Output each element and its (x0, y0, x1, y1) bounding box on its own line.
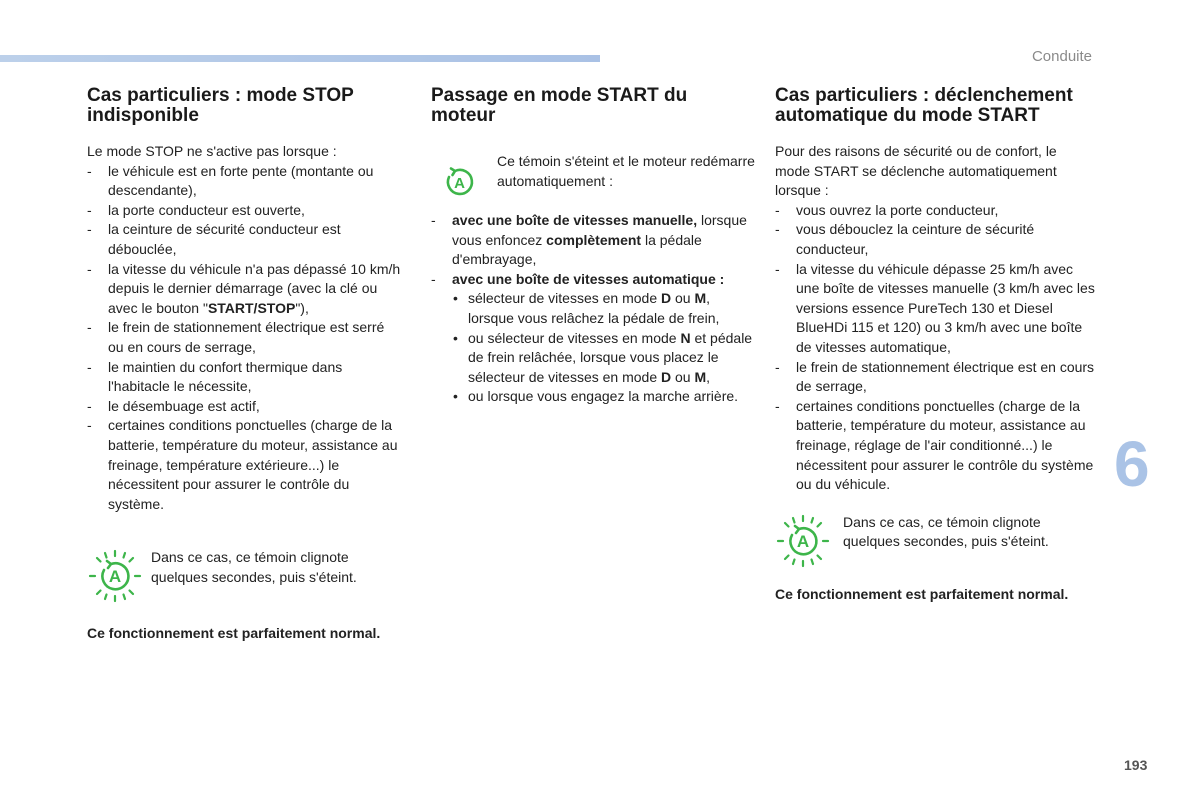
section-label: Conduite (1031, 48, 1092, 65)
list-item: - vous débouclez la ceinture de sécurité conducteur, (775, 220, 1095, 259)
start-conditions-list (431, 211, 756, 407)
column-stop-unavailable (87, 86, 402, 644)
start-stop-label: START/STOP (207, 299, 296, 316)
section-title: Passage en mode START du moteur (431, 85, 688, 126)
list-item: - la porte conducteur est ouverte, (87, 201, 402, 221)
list-item: - la vitesse du véhicule n'a pas dépassé 10 km/h depuis le dernier démarrage (avec la clé ou avec le bouton "START/STOP"), (87, 260, 402, 319)
header-accent-bar (0, 55, 600, 62)
automatic-gearbox-list (452, 289, 756, 407)
note-text: Ce fonctionnement est parfaitement normal. (775, 585, 1069, 602)
start-stop-blinking-icon (87, 548, 143, 604)
list-item: - avec une boîte de vitesses automatique : • sélecteur de vitesses en mode D ou M, lorsque vous relâchez la pédale de frein, • ou sélecteur de vitesses en mode N et pédale de frein relâchée, lorsque vous placez le sélecteur de vitesses en mode D ou M, • ou lorsque vous engagez la marche arrière. (431, 270, 756, 407)
section-title: Cas particuliers : mode STOP indisponible (87, 85, 354, 126)
condition-list (87, 162, 402, 515)
chapter-number: 6 (1114, 428, 1150, 500)
column-auto-start (775, 86, 1095, 604)
list-item: - certaines conditions ponctuelles (charge de la batterie, température du moteur, assistance au freinage, réglage de l'air conditionné...) le nécessitent pour assurer le contrôle du système ou du véhicule. (775, 397, 1095, 495)
section-title: Cas particuliers : déclenchement automatique du mode START (775, 85, 1073, 126)
svg-text:A: A (796, 531, 810, 551)
page-number: 193 (1124, 757, 1148, 773)
list-item: - vous ouvrez la porte conducteur, (775, 201, 1095, 221)
indicator-text: Ce témoin s'éteint et le moteur redémarre automatiquement : (497, 153, 755, 189)
list-item: - le désembuage est actif, (87, 397, 402, 417)
bullet-item: • sélecteur de vitesses en mode D ou M, lorsque vous relâchez la pédale de frein, (452, 289, 756, 328)
list-item: - certaines conditions ponctuelles (charge de la batterie, température du moteur, assistance au freinage, température extérieure...) le nécessitent pour assurer le contrôle du système. (87, 416, 402, 514)
start-stop-blinking-icon (775, 513, 831, 569)
condition-list (775, 201, 1095, 495)
bullet-item: • ou lorsque vous engagez la marche arrière. (452, 387, 756, 407)
svg-text:A: A (108, 567, 122, 587)
list-item: - la ceinture de sécurité conducteur est débouclée, (87, 220, 402, 259)
start-stop-icon (443, 166, 475, 198)
svg-text:A: A (454, 175, 465, 192)
indicator-text: Dans ce cas, ce témoin clignote quelques secondes, puis s'éteint. (151, 549, 357, 585)
intro-text: Le mode STOP ne s'active pas lorsque : (87, 143, 337, 159)
indicator-block (87, 548, 402, 604)
note-text: Ce fonctionnement est parfaitement normal. (87, 625, 381, 642)
bullet-item: • ou sélecteur de vitesses en mode N et pédale de frein relâchée, lorsque vous placez le sélecteur de vitesses en mode D ou M, (452, 329, 756, 388)
list-item: - avec une boîte de vitesses manuelle, lorsque vous enfoncez complètement la pédale d'embrayage, (431, 211, 756, 270)
intro-text: Pour des raisons de sécurité ou de confort, le mode START se déclenche automatiquement lorsque : (775, 143, 1057, 199)
indicator-block (775, 513, 1095, 569)
list-item: - le frein de stationnement électrique est en cours de serrage, (775, 358, 1095, 397)
list-item: - le véhicule est en forte pente (montante ou descendante), (87, 162, 402, 201)
indicator-block (431, 152, 756, 198)
list-item: - le maintien du confort thermique dans l'habitacle le nécessite, (87, 358, 402, 397)
column-start-mode (431, 86, 756, 407)
list-item: - la vitesse du véhicule dépasse 25 km/h avec une boîte de vitesses manuelle (3 km/h avec les versions essence PureTech 130 et Diesel BlueHDi 115 et 120) ou 3 km/h avec une boîte de vitesses automatique, (775, 260, 1095, 358)
indicator-text: Dans ce cas, ce témoin clignote quelques secondes, puis s'éteint. (843, 513, 1049, 550)
list-item: - le frein de stationnement électrique est serré ou en cours de serrage, (87, 318, 402, 357)
